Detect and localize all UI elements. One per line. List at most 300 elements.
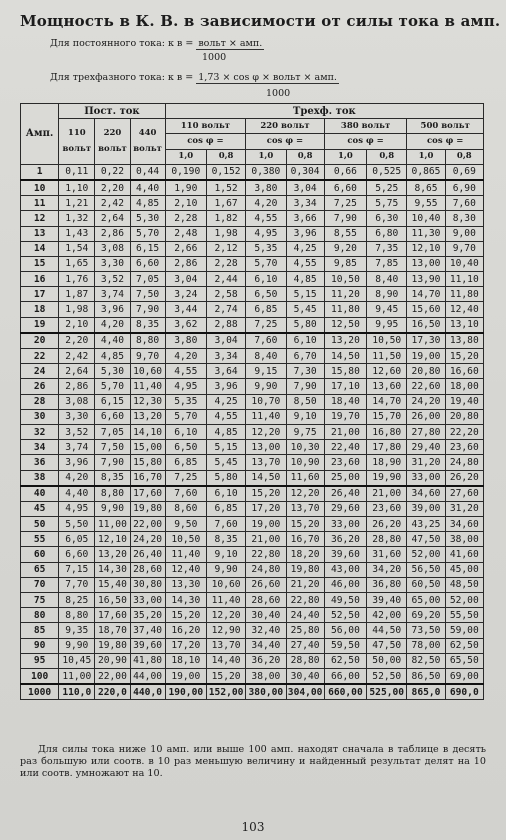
power-cell: 9,70 <box>130 349 165 364</box>
power-cell: 4,55 <box>286 256 324 271</box>
cos-value: 1,0 <box>407 149 445 164</box>
amp-cell: 65 <box>21 562 59 577</box>
power-cell: 13,80 <box>445 333 483 349</box>
power-cell: 30,80 <box>130 577 165 592</box>
power-cell: 19,40 <box>445 394 483 409</box>
power-cell: 4,40 <box>59 486 95 502</box>
power-cell: 38,00 <box>246 668 286 684</box>
power-cell: 19,80 <box>286 562 324 577</box>
power-cell: 15,70 <box>367 409 407 424</box>
power-cell: 19,80 <box>130 501 165 516</box>
power-cell: 9,75 <box>286 424 324 439</box>
page-title: Мощность в К. В. в зависимости от силы тока в амп. <box>20 12 501 30</box>
power-cell: 29,60 <box>324 501 366 516</box>
power-cell: 3,80 <box>246 180 286 196</box>
power-cell: 66,00 <box>324 668 366 684</box>
power-cell: 38,00 <box>445 532 483 547</box>
power-cell: 8,60 <box>165 501 206 516</box>
power-cell: 7,70 <box>59 577 95 592</box>
amp-cell: 38 <box>21 470 59 486</box>
power-cell: 52,00 <box>407 547 445 562</box>
power-cell: 12,10 <box>407 241 445 256</box>
power-cell: 3,96 <box>95 302 130 317</box>
power-cell: 26,40 <box>324 486 366 502</box>
power-cell: 1,32 <box>59 211 95 226</box>
power-cell: 3,64 <box>206 364 245 379</box>
power-cell: 9,85 <box>324 256 366 271</box>
power-cell: 5,15 <box>286 287 324 302</box>
table-body <box>21 164 484 700</box>
power-cell: 2,86 <box>95 226 130 241</box>
power-cell: 43,25 <box>407 517 445 532</box>
power-cell: 6,15 <box>95 394 130 409</box>
power-cell: 16,80 <box>367 424 407 439</box>
power-cell: 5,50 <box>59 517 95 532</box>
table-row <box>21 440 484 455</box>
power-cell: 1,98 <box>206 226 245 241</box>
formula-ac <box>50 72 339 83</box>
power-cell: 5,30 <box>95 364 130 379</box>
power-cell: 11,30 <box>407 226 445 241</box>
amp-header: Амп. <box>21 104 59 165</box>
power-cell: 24,40 <box>286 608 324 623</box>
power-cell: 11,80 <box>445 287 483 302</box>
power-cell: 14,30 <box>95 562 130 577</box>
power-cell: 3,34 <box>206 349 245 364</box>
power-cell: 24,20 <box>407 394 445 409</box>
amp-cell: 30 <box>21 409 59 424</box>
power-cell: 10,50 <box>367 333 407 349</box>
power-cell: 14,50 <box>324 349 366 364</box>
power-cell: 34,40 <box>246 638 286 653</box>
power-cell: 0,525 <box>367 164 407 180</box>
power-cell: 15,20 <box>445 349 483 364</box>
amp-cell: 85 <box>21 623 59 638</box>
power-cell: 7,15 <box>59 562 95 577</box>
power-cell: 7,25 <box>246 317 286 333</box>
power-cell: 5,70 <box>95 379 130 394</box>
cos-value: 0,8 <box>286 149 324 164</box>
cos-value: 0,8 <box>206 149 245 164</box>
power-cell: 6,60 <box>130 256 165 271</box>
power-cell: 26,20 <box>445 470 483 486</box>
power-cell: 15,20 <box>206 668 245 684</box>
power-cell: 0,865 <box>407 164 445 180</box>
power-cell: 0,44 <box>130 164 165 180</box>
amp-cell: 50 <box>21 517 59 532</box>
power-cell: 5,45 <box>206 455 245 470</box>
power-cell: 27,40 <box>286 638 324 653</box>
power-cell: 47,50 <box>407 532 445 547</box>
power-cell: 78,00 <box>407 638 445 653</box>
formula-dc <box>50 38 264 49</box>
power-cell: 11,10 <box>445 272 483 287</box>
power-cell: 3,08 <box>59 394 95 409</box>
amp-cell: 20 <box>21 333 59 349</box>
power-cell: 13,90 <box>407 272 445 287</box>
power-cell: 60,50 <box>407 577 445 592</box>
power-cell: 2,44 <box>206 272 245 287</box>
power-cell: 1,87 <box>59 287 95 302</box>
power-cell: 0,190 <box>165 164 206 180</box>
power-cell: 8,30 <box>445 211 483 226</box>
table-row <box>21 623 484 638</box>
power-cell: 23,60 <box>367 501 407 516</box>
amp-cell: 1 <box>21 164 59 180</box>
power-cell: 3,04 <box>206 333 245 349</box>
power-cell: 190,00 <box>165 684 206 700</box>
power-cell: 37,40 <box>130 623 165 638</box>
power-cell: 3,44 <box>165 302 206 317</box>
power-cell: 41,80 <box>130 653 165 668</box>
table-row <box>21 455 484 470</box>
power-cell: 26,20 <box>367 517 407 532</box>
power-cell: 19,80 <box>95 638 130 653</box>
power-cell: 3,34 <box>286 196 324 211</box>
power-cell: 17,60 <box>130 486 165 502</box>
power-cell: 3,96 <box>206 379 245 394</box>
power-cell: 2,20 <box>95 180 130 196</box>
power-cell: 18,10 <box>165 653 206 668</box>
power-cell: 4,25 <box>286 241 324 256</box>
dc-volt-header: 220 вольт <box>95 119 130 165</box>
table-row <box>21 486 484 502</box>
amp-cell: 10 <box>21 180 59 196</box>
amp-cell: 55 <box>21 532 59 547</box>
power-cell: 7,90 <box>95 455 130 470</box>
power-cell: 2,28 <box>165 211 206 226</box>
power-cell: 8,80 <box>95 486 130 502</box>
power-cell: 4,55 <box>165 364 206 379</box>
power-cell: 110,0 <box>59 684 95 700</box>
power-cell: 9,55 <box>407 196 445 211</box>
power-cell: 1,67 <box>206 196 245 211</box>
power-cell: 12,40 <box>445 302 483 317</box>
power-cell: 50,00 <box>367 653 407 668</box>
power-cell: 2,48 <box>165 226 206 241</box>
power-cell: 12,50 <box>324 317 366 333</box>
power-cell: 47,50 <box>367 638 407 653</box>
power-cell: 48,50 <box>445 577 483 592</box>
power-cell: 2,42 <box>59 349 95 364</box>
power-cell: 36,20 <box>324 532 366 547</box>
power-cell: 1,43 <box>59 226 95 241</box>
formula-dc-label: Для постоянного тока: к в = <box>50 38 194 49</box>
power-cell: 29,40 <box>407 440 445 455</box>
power-cell: 9,95 <box>367 317 407 333</box>
power-cell: 15,80 <box>130 455 165 470</box>
power-cell: 3,96 <box>286 226 324 241</box>
power-cell: 0,380 <box>246 164 286 180</box>
power-cell: 7,85 <box>367 256 407 271</box>
power-cell: 1,65 <box>59 256 95 271</box>
power-cell: 56,00 <box>324 623 366 638</box>
power-cell: 44,00 <box>130 668 165 684</box>
amp-cell: 60 <box>21 547 59 562</box>
power-cell: 8,35 <box>130 317 165 333</box>
table-row <box>21 470 484 486</box>
power-cell: 16,60 <box>445 364 483 379</box>
power-cell: 15,80 <box>324 364 366 379</box>
power-cell: 11,40 <box>246 409 286 424</box>
power-cell: 15,20 <box>165 608 206 623</box>
power-cell: 12,30 <box>130 394 165 409</box>
formula-ac-numerator: 1,73 × cos φ × вольт × амп. <box>198 72 337 83</box>
power-cell: 24,80 <box>246 562 286 577</box>
power-cell: 4,55 <box>206 409 245 424</box>
power-cell: 16,50 <box>95 593 130 608</box>
power-cell: 2,58 <box>206 287 245 302</box>
power-cell: 9,35 <box>59 623 95 638</box>
power-cell: 5,35 <box>246 241 286 256</box>
power-cell: 30,40 <box>246 608 286 623</box>
power-cell: 10,40 <box>407 211 445 226</box>
amp-cell: 90 <box>21 638 59 653</box>
ac-volt-header: 110 вольт <box>165 119 246 134</box>
dc-volt-header: 440 вольт <box>130 119 165 165</box>
power-cell: 52,00 <box>445 593 483 608</box>
power-cell: 14,70 <box>367 394 407 409</box>
power-cell: 5,30 <box>130 211 165 226</box>
power-cell: 7,05 <box>95 424 130 439</box>
table-row <box>21 638 484 653</box>
power-cell: 5,70 <box>246 256 286 271</box>
power-cell: 865,0 <box>407 684 445 700</box>
power-cell: 1,21 <box>59 196 95 211</box>
power-cell: 7,30 <box>286 364 324 379</box>
power-cell: 31,20 <box>407 455 445 470</box>
power-cell: 11,40 <box>130 379 165 394</box>
power-cell: 220,0 <box>95 684 130 700</box>
power-cell: 5,70 <box>165 409 206 424</box>
table-row <box>21 424 484 439</box>
amp-cell: 19 <box>21 317 59 333</box>
cos-header: cos φ = <box>407 134 484 149</box>
power-cell: 65,50 <box>445 653 483 668</box>
power-cell: 19,00 <box>407 349 445 364</box>
amp-cell: 70 <box>21 577 59 592</box>
power-cell: 14,50 <box>246 470 286 486</box>
power-cell: 34,60 <box>445 517 483 532</box>
amp-cell: 36 <box>21 455 59 470</box>
power-cell: 3,74 <box>95 287 130 302</box>
power-cell: 18,90 <box>367 455 407 470</box>
power-cell: 1,98 <box>59 302 95 317</box>
power-cell: 5,35 <box>165 394 206 409</box>
power-cell: 2,74 <box>206 302 245 317</box>
table-row <box>21 349 484 364</box>
amp-cell: 80 <box>21 608 59 623</box>
amp-cell: 13 <box>21 226 59 241</box>
table-row <box>21 593 484 608</box>
amp-cell: 18 <box>21 302 59 317</box>
power-cell: 4,95 <box>165 379 206 394</box>
power-cell: 15,20 <box>246 486 286 502</box>
power-cell: 3,52 <box>95 272 130 287</box>
table-row <box>21 256 484 271</box>
power-cell: 7,25 <box>165 470 206 486</box>
power-cell: 10,60 <box>130 364 165 379</box>
power-cell: 7,50 <box>95 440 130 455</box>
power-cell: 41,60 <box>445 547 483 562</box>
power-cell: 6,85 <box>206 501 245 516</box>
power-cell: 1,10 <box>59 180 95 196</box>
power-cell: 22,40 <box>324 440 366 455</box>
power-cell: 4,20 <box>95 317 130 333</box>
power-cell: 13,60 <box>367 379 407 394</box>
power-cell: 13,70 <box>286 501 324 516</box>
power-cell: 6,30 <box>367 211 407 226</box>
table-row <box>21 547 484 562</box>
power-cell: 1,52 <box>206 180 245 196</box>
power-cell: 0,69 <box>445 164 483 180</box>
power-cell: 69,20 <box>407 608 445 623</box>
power-cell: 2,66 <box>165 241 206 256</box>
amp-cell: 28 <box>21 394 59 409</box>
table-row <box>21 196 484 211</box>
power-cell: 2,42 <box>95 196 130 211</box>
power-cell: 39,00 <box>407 501 445 516</box>
power-cell: 10,50 <box>324 272 366 287</box>
power-cell: 18,20 <box>286 547 324 562</box>
power-cell: 13,00 <box>246 440 286 455</box>
amp-cell: 16 <box>21 272 59 287</box>
power-cell: 3,24 <box>165 287 206 302</box>
power-cell: 7,90 <box>130 302 165 317</box>
power-cell: 45,00 <box>445 562 483 577</box>
power-cell: 44,50 <box>367 623 407 638</box>
power-cell: 6,05 <box>59 532 95 547</box>
amp-cell: 34 <box>21 440 59 455</box>
power-cell: 4,85 <box>130 196 165 211</box>
power-cell: 17,30 <box>407 333 445 349</box>
power-cell: 4,20 <box>246 196 286 211</box>
power-cell: 0,304 <box>286 164 324 180</box>
power-cell: 26,60 <box>246 577 286 592</box>
power-cell: 13,20 <box>324 333 366 349</box>
table-row <box>21 241 484 256</box>
power-cell: 19,00 <box>246 517 286 532</box>
power-cell: 9,90 <box>95 501 130 516</box>
power-cell: 1,90 <box>165 180 206 196</box>
power-cell: 8,55 <box>324 226 366 241</box>
power-cell: 15,20 <box>286 517 324 532</box>
power-cell: 17,10 <box>324 379 366 394</box>
table-row <box>21 517 484 532</box>
table-row <box>21 272 484 287</box>
amp-cell: 24 <box>21 364 59 379</box>
power-cell: 17,20 <box>246 501 286 516</box>
power-cell: 17,20 <box>165 638 206 653</box>
amp-cell: 17 <box>21 287 59 302</box>
table-row <box>21 333 484 349</box>
power-cell: 9,10 <box>206 547 245 562</box>
table-row <box>21 684 484 700</box>
power-cell: 3,96 <box>59 455 95 470</box>
power-cell: 3,30 <box>59 409 95 424</box>
power-cell: 7,25 <box>324 196 366 211</box>
power-cell: 2,10 <box>165 196 206 211</box>
amp-cell: 15 <box>21 256 59 271</box>
power-cell: 6,70 <box>286 349 324 364</box>
power-cell: 12,10 <box>95 532 130 547</box>
power-cell: 16,70 <box>286 532 324 547</box>
power-cell: 20,80 <box>407 364 445 379</box>
power-cell: 73,50 <box>407 623 445 638</box>
power-cell: 69,00 <box>445 668 483 684</box>
power-cell: 4,95 <box>246 226 286 241</box>
amp-cell: 22 <box>21 349 59 364</box>
power-cell: 6,85 <box>165 455 206 470</box>
power-cell: 9,90 <box>246 379 286 394</box>
table-row <box>21 364 484 379</box>
power-cell: 15,00 <box>130 440 165 455</box>
power-cell: 22,60 <box>407 379 445 394</box>
power-cell: 10,60 <box>206 577 245 592</box>
cos-value: 1,0 <box>246 149 286 164</box>
power-cell: 8,40 <box>246 349 286 364</box>
power-cell: 27,80 <box>407 424 445 439</box>
power-cell: 82,50 <box>407 653 445 668</box>
power-cell: 8,25 <box>59 593 95 608</box>
power-cell: 0,66 <box>324 164 366 180</box>
power-cell: 3,52 <box>59 424 95 439</box>
power-cell: 59,50 <box>324 638 366 653</box>
power-cell: 28,80 <box>286 653 324 668</box>
power-cell: 11,20 <box>324 287 366 302</box>
table-row <box>21 211 484 226</box>
cos-value: 0,8 <box>367 149 407 164</box>
power-cell: 6,60 <box>95 409 130 424</box>
power-cell: 8,50 <box>286 394 324 409</box>
power-cell: 20,80 <box>445 409 483 424</box>
power-cell: 24,20 <box>130 532 165 547</box>
power-cell: 3,04 <box>286 180 324 196</box>
power-cell: 8,35 <box>95 470 130 486</box>
cos-value: 1,0 <box>165 149 206 164</box>
power-cell: 42,00 <box>367 608 407 623</box>
power-cell: 8,40 <box>367 272 407 287</box>
power-cell: 11,40 <box>165 547 206 562</box>
power-cell: 2,86 <box>59 379 95 394</box>
power-cell: 33,00 <box>130 593 165 608</box>
power-cell: 5,45 <box>286 302 324 317</box>
power-cell: 4,55 <box>246 211 286 226</box>
power-cell: 46,00 <box>324 577 366 592</box>
power-cell: 6,10 <box>206 486 245 502</box>
power-cell: 13,20 <box>130 409 165 424</box>
power-cell: 9,70 <box>445 241 483 256</box>
power-cell: 52,50 <box>367 668 407 684</box>
power-cell: 16,20 <box>165 623 206 638</box>
power-cell: 7,60 <box>445 196 483 211</box>
power-cell: 62,50 <box>445 638 483 653</box>
power-cell: 33,00 <box>324 517 366 532</box>
amp-cell: 75 <box>21 593 59 608</box>
power-cell: 18,70 <box>95 623 130 638</box>
power-cell: 4,25 <box>206 394 245 409</box>
amp-cell: 45 <box>21 501 59 516</box>
power-cell: 11,50 <box>367 349 407 364</box>
power-cell: 7,35 <box>367 241 407 256</box>
power-cell: 6,80 <box>367 226 407 241</box>
power-cell: 35,20 <box>130 608 165 623</box>
power-cell: 12,20 <box>206 608 245 623</box>
power-cell: 22,00 <box>130 517 165 532</box>
dc-volt-header: 110 вольт <box>59 119 95 165</box>
power-cell: 39,40 <box>367 593 407 608</box>
power-cell: 10,30 <box>286 440 324 455</box>
